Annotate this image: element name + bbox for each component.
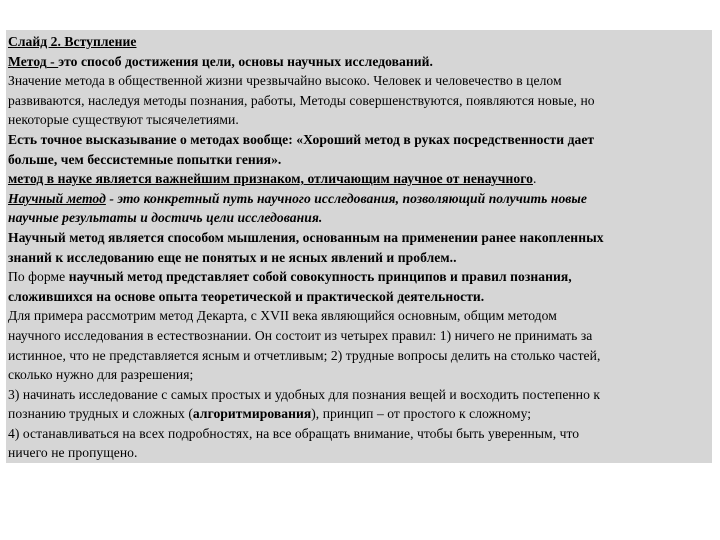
quote-line-1: Есть точное высказывание о методах вообще: «Хороший метод в руках посредственности дает <box>8 131 595 147</box>
rule-4-line-2: ничего не пропущено. <box>8 445 138 461</box>
scientific-method-def: - это конкретный путь научного исследования, позволяющий получить новые <box>105 190 587 206</box>
rule-3-line-1: 3) начинать исследование с самых простых и удобных для познания вещей и восходить постепенно к <box>8 386 601 402</box>
rule-3-bold: алгоритмирования <box>192 406 312 422</box>
rule-3-text-a: познанию трудных и сложных ( <box>8 406 193 422</box>
method-dash: - <box>46 53 59 69</box>
scientific-method-term: Научный метод <box>8 190 106 206</box>
thinking-method-line-1: Научный метод является способом мышления, основанным на применении ранее накопленных <box>8 229 604 245</box>
rule-4-line-1: 4) останавливаться на всех подробностях, на все обращать внимание, чтобы быть уверенным, что <box>8 425 580 441</box>
method-term: Метод <box>8 53 47 69</box>
form-bold-text: научный метод представляет собой совокупность принципов и правил познания, <box>68 269 572 285</box>
scientific-method-line-2: научные результаты и достичь цели исследования. <box>8 210 323 226</box>
quote-line-2: больше, чем бессистемные попытки гения». <box>8 151 282 167</box>
significance-line-3: некоторые существуют тысячелетиями. <box>8 112 239 128</box>
thinking-method-line-2: знаний к исследованию еще не понятых и не ясных явлений и проблем.. <box>8 249 457 265</box>
descartes-line-3: истинное, что не представляется ясным и отчетливым; 2) трудные вопросы делить на столько частей, <box>8 347 601 363</box>
science-method-line <box>8 169 710 189</box>
form-lead: По форме <box>8 269 69 285</box>
form-line-2: сложившихся на основе опыта теоретической и практической деятельности. <box>8 288 485 304</box>
form-line-1 <box>8 267 710 287</box>
descartes-line-2: научного исследования в естествознании. Он состоит из четырех правил: 1) ничего не принимать за <box>8 327 593 343</box>
descartes-line-1: Для примера рассмотрим метод Декарта, с XVII века являющийся основным, общим методом <box>8 308 557 324</box>
rule-3-line-2 <box>8 404 710 424</box>
method-definition-text: это способ достижения цели, основы научных исследований. <box>58 53 433 69</box>
slide-title: Слайд 2. Вступление <box>8 34 137 49</box>
slide-text-box <box>6 30 712 463</box>
rule-3-text-b: ), принцип – от простого к сложному; <box>311 406 532 422</box>
descartes-line-4: сколько нужно для разрешения; <box>8 367 194 383</box>
significance-line-1: Значение метода в общественной жизни чрезвычайно высоко. Человек и человечество в целом <box>8 73 562 89</box>
science-method-text: метод в науке является важнейшим признаком, отличающим научное от ненаучного <box>8 171 533 187</box>
science-method-period: . <box>532 171 537 187</box>
method-definition <box>8 52 710 72</box>
significance-line-2: развиваются, наследуя методы познания, работы, Методы совершенствуются, появляются новые, но <box>8 92 595 108</box>
scientific-method-line-1 <box>8 189 710 209</box>
